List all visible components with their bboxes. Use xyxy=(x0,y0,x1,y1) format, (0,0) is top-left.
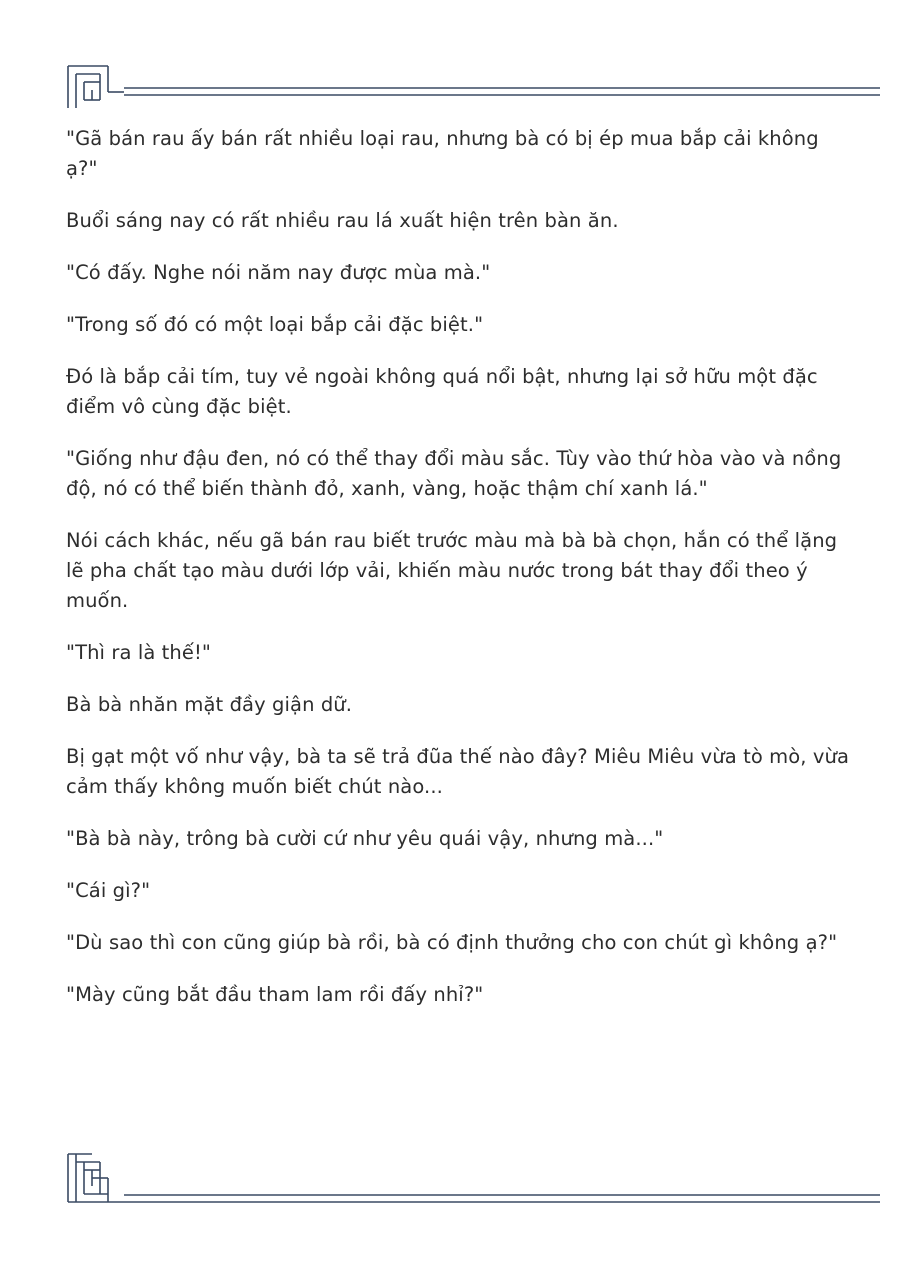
paragraph: "Có đấy. Nghe nói năm nay được mùa mà." xyxy=(66,261,491,284)
paragraph: Bị gạt một vố như vậy, bà ta sẽ trả đũa thế nào đây? Miêu Miêu vừa tò mò, vừa cảm thấy không muốn biết chút nào... xyxy=(66,745,856,798)
corner-fret-ornament-icon xyxy=(62,1148,882,1208)
paragraph: "Dù sao thì con cũng giúp bà rồi, bà có định thưởng cho con chút gì không ạ?" xyxy=(66,931,838,954)
top-ornament xyxy=(62,62,882,112)
corner-fret-ornament-icon xyxy=(62,62,882,112)
paragraph: "Thì ra là thế!" xyxy=(66,641,211,664)
paragraph: "Cái gì?" xyxy=(66,879,151,902)
paragraph: Đó là bắp cải tím, tuy vẻ ngoài không quá nổi bật, nhưng lại sở hữu một đặc điểm vô cùng đặc biệt. xyxy=(66,365,825,418)
bottom-ornament xyxy=(62,1148,882,1208)
document-body xyxy=(66,124,856,1010)
paragraph: "Trong số đó có một loại bắp cải đặc biệt." xyxy=(66,313,484,336)
paragraph: "Giống như đậu đen, nó có thể thay đổi màu sắc. Tùy vào thứ hòa vào và nồng độ, nó có thể biến thành đỏ, xanh, vàng, hoặc thậm chí xanh lá." xyxy=(66,447,848,500)
paragraph: Buổi sáng nay có rất nhiều rau lá xuất hiện trên bàn ăn. xyxy=(66,209,619,232)
paragraph: "Mày cũng bắt đầu tham lam rồi đấy nhỉ?" xyxy=(66,983,484,1006)
paragraph: Bà bà nhăn mặt đầy giận dữ. xyxy=(66,693,353,716)
paragraph: "Bà bà này, trông bà cười cứ như yêu quái vậy, nhưng mà..." xyxy=(66,827,664,850)
paragraph: "Gã bán rau ấy bán rất nhiều loại rau, nhưng bà có bị ép mua bắp cải không ạ?" xyxy=(66,127,826,180)
paragraph: Nói cách khác, nếu gã bán rau biết trước màu mà bà bà chọn, hắn có thể lặng lẽ pha chất tạo màu dưới lớp vải, khiến màu nước trong bát thay đổi theo ý muốn. xyxy=(66,529,844,612)
